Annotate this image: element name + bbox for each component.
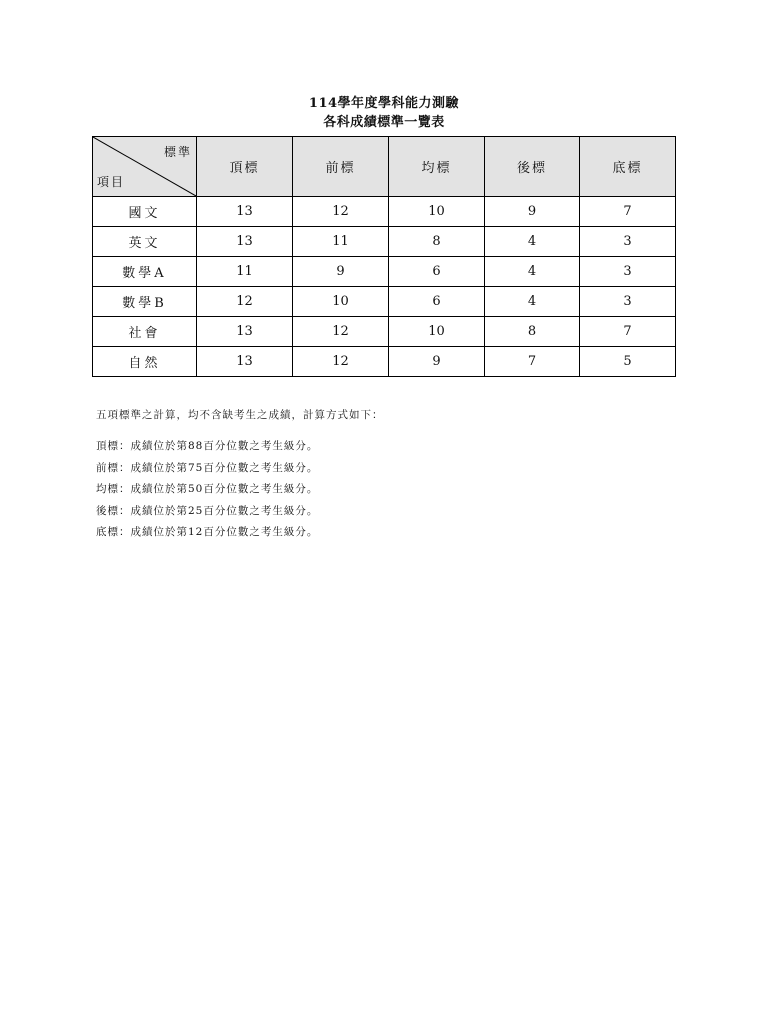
- header-front: 前標: [293, 137, 389, 197]
- subject-cell: 英文: [93, 227, 197, 257]
- value-cell: 4: [485, 227, 580, 257]
- page-subtitle: 各科成績標準一覽表: [323, 115, 445, 130]
- value-cell: 13: [197, 227, 293, 257]
- value-cell: 11: [197, 257, 293, 287]
- table-row: [93, 317, 676, 347]
- table-corner-cell: [93, 137, 197, 197]
- value-cell: 13: [197, 317, 293, 347]
- table-row: [93, 197, 676, 227]
- note-line-top: 頂標：成績位於第88百分位數之考生級分。: [96, 440, 319, 452]
- value-cell: 5: [580, 347, 676, 377]
- value-cell: 11: [293, 227, 389, 257]
- value-cell: 12: [293, 317, 389, 347]
- value-cell: 10: [293, 287, 389, 317]
- value-cell: 9: [485, 197, 580, 227]
- value-cell: 10: [389, 317, 485, 347]
- grade-standards-table: [92, 136, 676, 377]
- table-header-row: [93, 137, 676, 197]
- note-line-back: 後標：成績位於第25百分位數之考生級分。: [96, 504, 319, 517]
- subject-cell: 社會: [93, 317, 197, 347]
- value-cell: 4: [485, 257, 580, 287]
- note-line-front: 前標：成績位於第75百分位數之考生級分。: [96, 461, 319, 474]
- note-line-bottom: 底標：成績位於第12百分位數之考生級分。: [96, 526, 319, 538]
- value-cell: 6: [389, 257, 485, 287]
- value-cell: 3: [580, 257, 676, 287]
- value-cell: 12: [293, 347, 389, 377]
- corner-label-item: 項目: [97, 175, 126, 189]
- value-cell: 9: [389, 347, 485, 377]
- value-cell: 7: [580, 317, 676, 347]
- value-cell: 7: [485, 347, 580, 377]
- header-back: 後標: [485, 137, 580, 197]
- value-cell: 6: [389, 287, 485, 317]
- header-top: 頂標: [197, 137, 293, 197]
- table-row: [93, 287, 676, 317]
- calculation-notes: [96, 408, 384, 547]
- value-cell: 12: [293, 197, 389, 227]
- value-cell: 12: [197, 287, 293, 317]
- value-cell: 9: [293, 257, 389, 287]
- table-row: [93, 227, 676, 257]
- value-cell: 7: [580, 197, 676, 227]
- table-row: [93, 257, 676, 287]
- value-cell: 10: [389, 197, 485, 227]
- page-title: 114學年度學科能力測驗: [308, 96, 460, 111]
- table-row: [93, 347, 676, 377]
- subject-cell: 國文: [93, 197, 197, 227]
- subject-cell: 數學B: [93, 287, 197, 317]
- value-cell: 3: [580, 287, 676, 317]
- value-cell: 13: [197, 197, 293, 227]
- value-cell: 8: [389, 227, 485, 257]
- note-line-average: 均標：成績位於第50百分位數之考生級分。: [96, 483, 319, 495]
- value-cell: 3: [580, 227, 676, 257]
- notes-intro: 五項標準之計算，均不含缺考生之成績，計算方式如下：: [96, 409, 384, 421]
- value-cell: 8: [485, 317, 580, 347]
- header-bottom: 底標: [580, 137, 676, 197]
- corner-label-standard: 標準: [163, 145, 192, 159]
- subject-cell: 自然: [93, 347, 197, 377]
- value-cell: 13: [197, 347, 293, 377]
- value-cell: 4: [485, 287, 580, 317]
- subject-cell: 數學A: [93, 257, 197, 287]
- header-average: 均標: [389, 137, 485, 197]
